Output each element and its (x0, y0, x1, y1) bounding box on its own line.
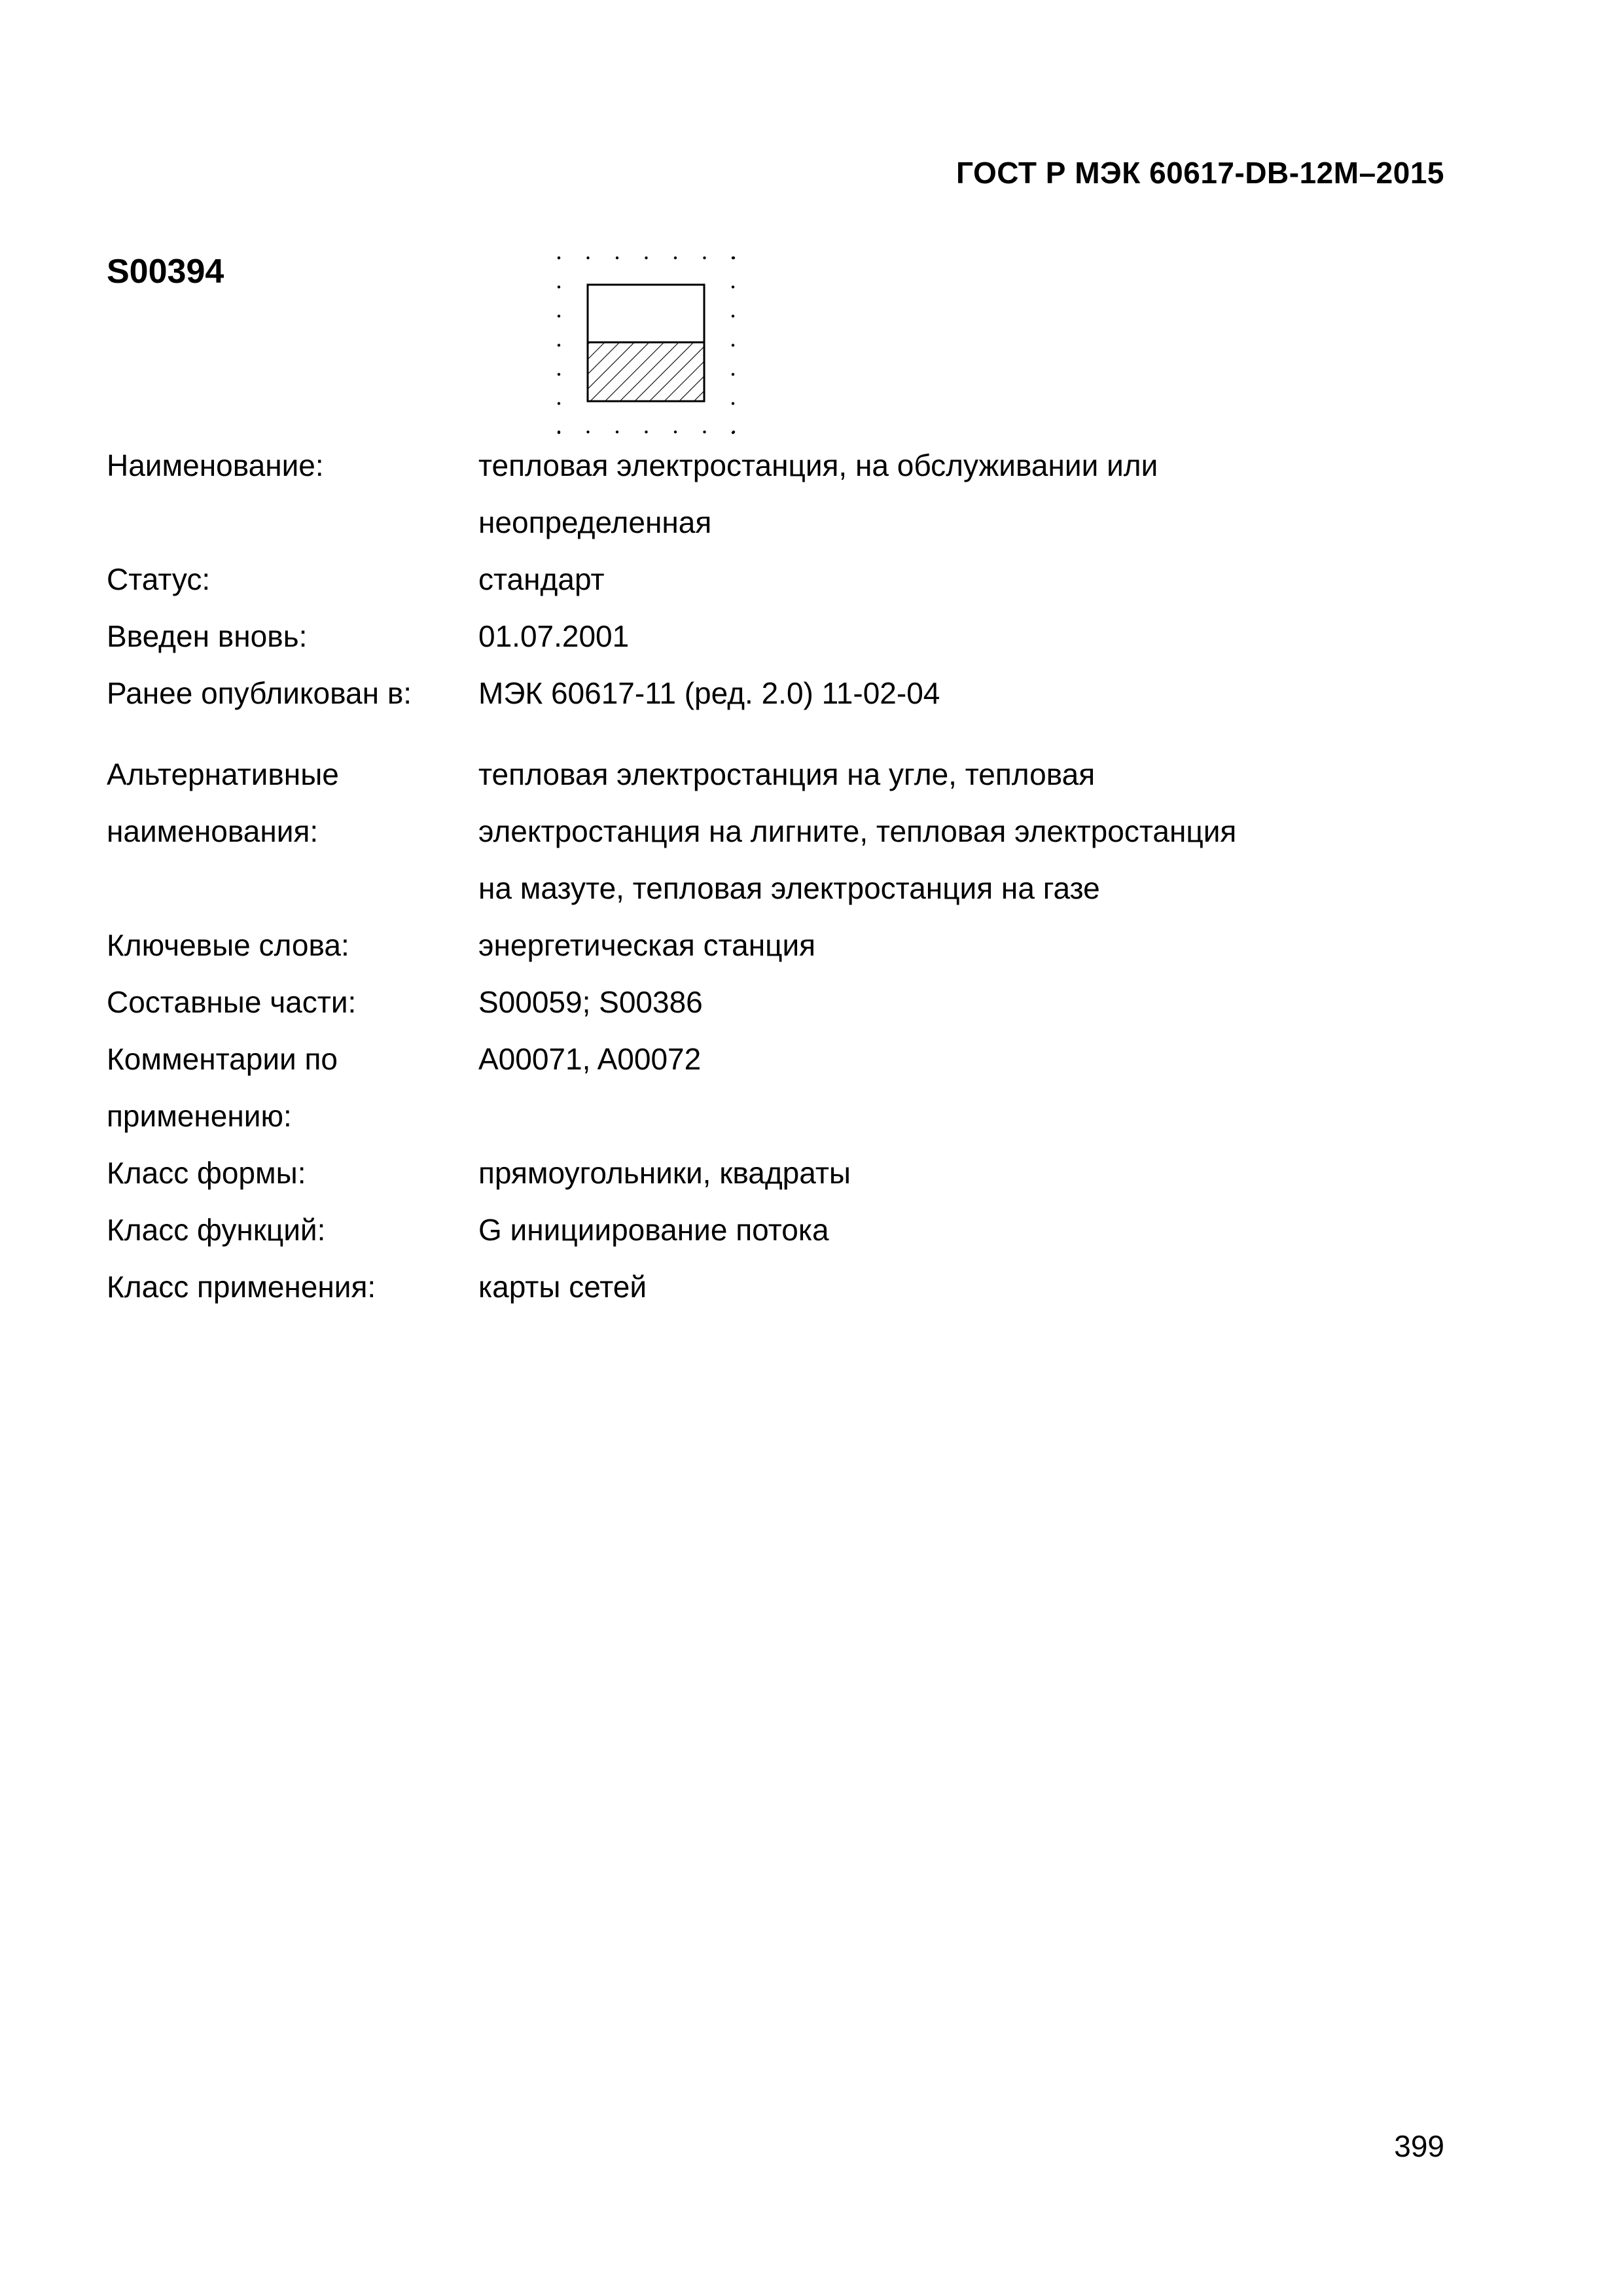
field-label: Ранее опубликован в: (107, 676, 412, 710)
field-row-status (107, 551, 1448, 608)
field-label: Ключевые слова: (107, 928, 349, 962)
field-row-shape-class (107, 1145, 1448, 1202)
field-row-function-class (107, 1202, 1448, 1259)
field-value: 01.07.2001 (478, 619, 630, 653)
field-label: Альтернативные наименования: (107, 757, 339, 848)
field-row-introduced (107, 608, 1448, 665)
field-value: карты сетей (478, 1270, 647, 1304)
field-value: энергетическая станция (478, 928, 816, 962)
field-label: Класс применения: (107, 1270, 376, 1304)
field-row-name (107, 437, 1448, 551)
field-label: Класс формы: (107, 1156, 306, 1190)
field-value: прямоугольники, квадраты (478, 1156, 851, 1190)
field-value: G инициирование потока (478, 1213, 829, 1247)
field-label: Составные части: (107, 985, 357, 1019)
thermal-power-station-symbol-icon (550, 249, 740, 439)
field-row-application-class (107, 1259, 1448, 1316)
field-label: Наименование: (107, 448, 324, 482)
field-label: Статус: (107, 562, 211, 596)
symbol-properties (107, 437, 1448, 1316)
field-label: Класс функций: (107, 1213, 326, 1247)
field-value: S00059; S00386 (478, 985, 703, 1019)
field-value: тепловая электростанция, на обслуживании или неопределенная (478, 448, 1158, 539)
symbol-id: S00394 (107, 253, 224, 291)
field-label: Введен вновь: (107, 619, 308, 653)
page-number: 399 (1394, 2129, 1444, 2163)
field-value: A00071, A00072 (478, 1042, 702, 1076)
field-value: стандарт (478, 562, 605, 596)
field-row-previously-published (107, 665, 1448, 722)
field-row-components (107, 974, 1448, 1031)
field-row-alternative-names (107, 746, 1448, 917)
field-row-keywords (107, 917, 1448, 974)
standard-title: ГОСТ Р МЭК 60617-DB-12M–2015 (956, 156, 1444, 190)
field-row-application-notes (107, 1031, 1448, 1145)
field-value: МЭК 60617-11 (ред. 2.0) 11-02-04 (478, 676, 940, 710)
field-value: тепловая электростанция на угле, тепловая электростанция на лигните, тепловая электростанция на мазуте, тепловая электростанция на газе (478, 757, 1237, 905)
field-label: Комментарии по применению: (107, 1042, 338, 1133)
